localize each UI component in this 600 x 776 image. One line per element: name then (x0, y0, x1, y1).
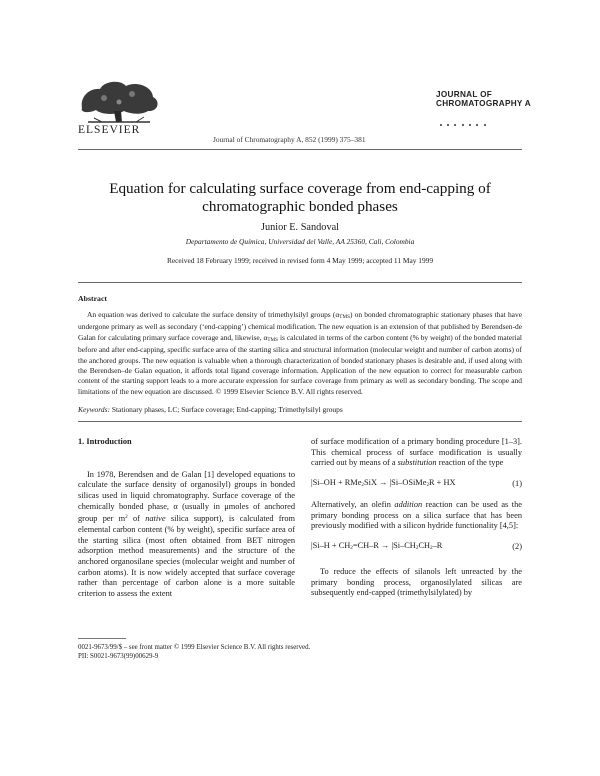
right-emphasis: addition (394, 499, 423, 509)
equation-1 (311, 479, 522, 490)
eq-text: |Si–OH + RMe (311, 478, 362, 488)
intro-emphasis: native (145, 514, 166, 524)
publisher-name: ELSEVIER (78, 124, 141, 136)
abstract-text-part2: ) on bonded chromatographic stationary phases that have undergone primary as well as secondary (‘end-capping’) chemical modification. The new equation is an extension of that published by Berendsen-de Galan for calculating primary surface coverage and, likewise, α (78, 310, 522, 342)
elsevier-tree-logo (74, 78, 162, 124)
journal-title-line2: CHROMATOGRAPHY A (436, 99, 532, 108)
right-text: Alternatively, an olefin (311, 499, 395, 509)
journal-title-line1: JOURNAL OF (436, 90, 493, 99)
right-paragraph-1 (311, 437, 522, 469)
eq-text: R + HX (429, 478, 456, 488)
eq-sub: 2 (350, 545, 353, 552)
keywords-label: Keywords: (78, 405, 110, 414)
footer (78, 643, 310, 661)
equation-1-body (311, 478, 456, 491)
journal-dots-ornament (439, 123, 487, 127)
superscript: 2 (125, 514, 128, 521)
intro-paragraph (78, 470, 295, 600)
journal-citation: Journal of Chromatography A, 852 (1999) 375–381 (213, 135, 366, 144)
equation-2-number: (2) (512, 542, 522, 552)
right-paragraph-3: To reduce the effects of silanols left unreacted by the primary bonding process, organosilylated silicas are subsequently end-capped (trimethylsilylated) by (311, 566, 522, 598)
abstract-text (78, 310, 522, 397)
right-text: reaction of the type (436, 458, 504, 468)
author-affiliation: Departamento de Química, Universidad del Valle, AA 25360, Cali, Colombia (185, 237, 415, 246)
footer-copyright: 0021-9673/99/$ – see front matter © 1999 Elsevier Science B.V. All rights reserved. (78, 644, 311, 651)
equation-1-number: (1) (512, 479, 522, 489)
right-paragraph-2 (311, 500, 522, 532)
eq-sub: 2 (426, 482, 430, 489)
eq-text: –R (432, 541, 443, 551)
abstract-text-part1: An equation was derived to calculate the surface density of trimethylsilyl groups (α (87, 310, 340, 319)
abstract-text-part3: is calculated in terms of the carbon content (% by weight) of the bonded material before and after end-capping, specific surface area of the starting silica and structural information (molecular weight and number of carbon atoms) of the anchored groups. The new equation is valuable when a thorough characterization of bonded stationary phases is desirable and, if used along with the Berendsen–de Galan equation, it affords total ligand coverage information. Application of the new equation to correct for measurable carbon content of the starting support leads to a more accurate expression for surface coverage from primary as well as secondary bonding. The scope and limitations of the new equation are discussed. © 1999 Elsevier Science B.V. All rights reserved. (78, 332, 523, 396)
eq-sub: 2 (361, 482, 365, 489)
right-emphasis: substitution (397, 458, 437, 468)
article-title-line1: Equation for calculating surface coverage from end-capping of (109, 180, 491, 197)
footer-divider (78, 638, 126, 639)
footer-pii: PII: S0021-9673(99)00629-9 (78, 653, 159, 660)
received-dates: Received 18 February 1999; received in revised form 4 May 1999; accepted 11 May 1999 (166, 256, 434, 265)
alpha-subscript: TMS (267, 336, 279, 343)
eq-sub: 2 (430, 545, 433, 552)
intro-text-part1: In 1978, Berendsen and de Galan [1] developed equations to calculate the surface density of organosilyl) groups in bonded silicas used in liquid chromatography. Surface coverage of the chemically bonded phase, α (usually in μmoles of anchored group per m (78, 469, 295, 524)
eq-text: CH (418, 541, 431, 551)
eq-sub: 2 (415, 545, 419, 552)
header-divider (78, 149, 522, 150)
keywords (78, 405, 522, 414)
equation-2-body (311, 541, 442, 554)
right-text: reaction can be used as the primary bonding process on a silica surface that has been previously modified with a silicon hydride functionality [4,5]: (311, 499, 522, 531)
right-column (311, 437, 522, 599)
article-title-line2: chromatographic bonded phases (202, 198, 398, 215)
eq-text: =CH–R → |Si–CH (352, 541, 416, 551)
journal-title (436, 90, 531, 108)
author-name: Junior E. Sandoval (260, 222, 340, 233)
alpha-subscript: TMS (339, 314, 350, 320)
equation-2 (311, 542, 522, 553)
right-text: of surface modification of a primary bonding procedure [1–3]. This chemical process of surface modification is usually carried out by means of a (311, 437, 522, 468)
keywords-list: Stationary phases, LC; Surface coverage; End-capping; Trimethylsilyl groups (109, 405, 343, 414)
abstract-divider (78, 282, 522, 283)
intro-text-part3: silica support), is calculated from elemental carbon content (% by weight), specific surface area of the starting silica (most often obtained from BET nitrogen adsorption method measurements) and the structure of the anchored organosilane species (molecular weight and number of carbon atoms). It is now widely accepted that surface coverage rather than percentage of carbon alone is a more suitable criterion to assess the extent (78, 514, 295, 598)
eq-text: |Si–H + CH (311, 541, 351, 551)
intro-text-part2: of (127, 514, 146, 524)
abstract-heading: Abstract (78, 294, 108, 303)
keywords-divider (78, 421, 522, 422)
left-column (78, 437, 295, 600)
article-title (78, 180, 522, 216)
eq-text: SiX → |Si–OSiMe (364, 478, 427, 488)
section-heading: 1. Introduction (78, 437, 132, 446)
